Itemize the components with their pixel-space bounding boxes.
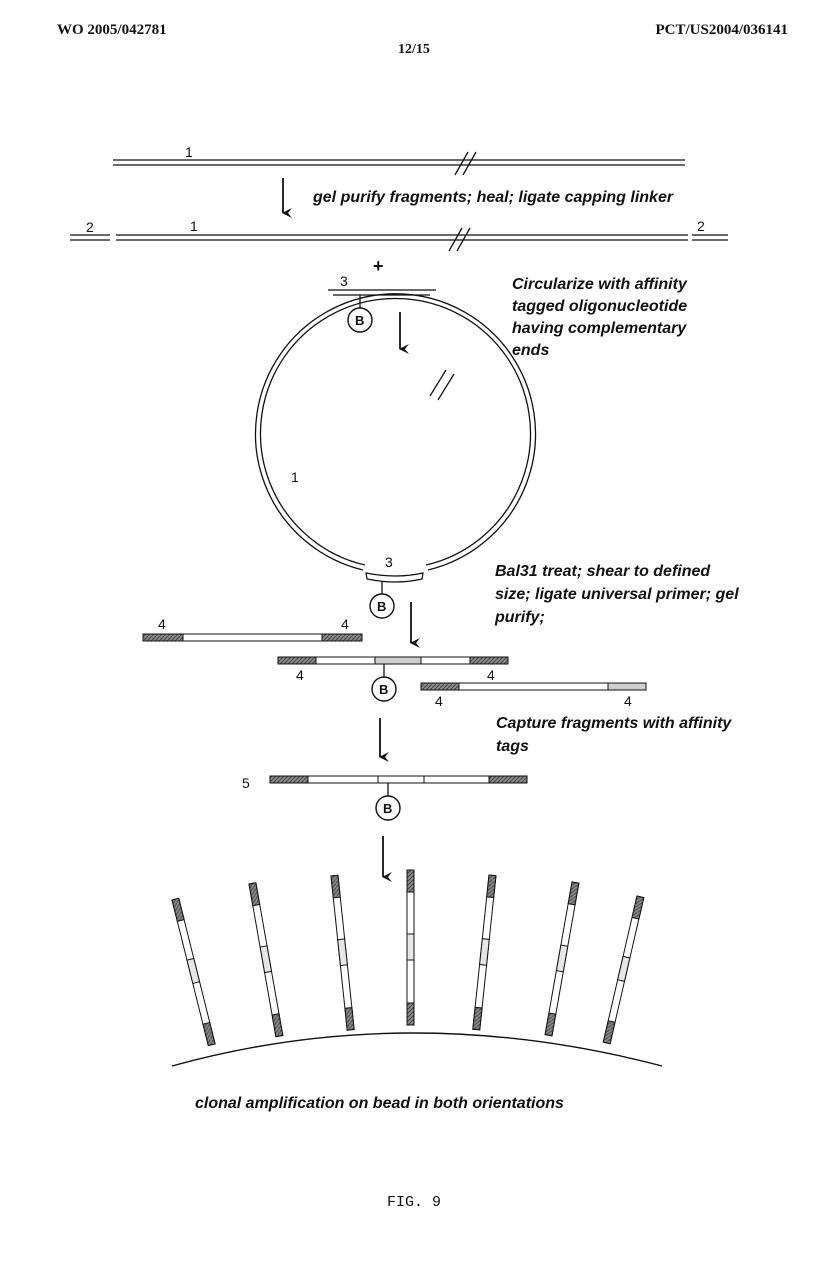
biotin-tag-1: B — [355, 313, 365, 328]
label-1-circle: 1 — [291, 469, 299, 485]
step-3-caption-line3: purify; — [495, 609, 545, 626]
label-1-top: 1 — [185, 144, 193, 160]
amplified-strand-4 — [407, 870, 414, 1025]
capped-fragment — [70, 228, 728, 251]
step-5-caption: clonal amplification on bead in both orientations — [195, 1095, 564, 1112]
step-3-caption-line1: Bal31 treat; shear to defined — [495, 563, 711, 580]
figure-label: FIG. 9 — [386, 1194, 441, 1211]
label-2-left: 2 — [86, 219, 94, 235]
step-2-caption-line1: Circularize with affinity — [512, 276, 687, 293]
step-4-caption-line2: tags — [496, 738, 529, 755]
label-4-c: 4 — [296, 667, 304, 683]
label-2-right: 2 — [697, 218, 705, 234]
captured-fragment — [270, 776, 527, 820]
label-4-d: 4 — [487, 667, 495, 683]
amplified-strand-3 — [331, 875, 354, 1030]
label-4-e: 4 — [435, 693, 443, 709]
dna-fragment-1 — [113, 152, 685, 175]
label-3-circle: 3 — [385, 554, 393, 570]
label-4-f: 4 — [624, 693, 632, 709]
step-2-caption-line3: having complementary — [512, 320, 687, 337]
biotin-tag-4: B — [383, 801, 393, 816]
bead-surface — [172, 1033, 662, 1066]
break-mark — [455, 152, 468, 175]
step-4-caption-line1: Capture fragments with affinity — [496, 715, 732, 732]
header-page-number: 12/15 — [398, 42, 430, 57]
amplified-strand-5 — [473, 875, 496, 1030]
step-2-caption-line4: ends — [512, 342, 550, 359]
break-mark — [463, 152, 476, 175]
sheared-fragment-b — [278, 657, 508, 701]
amplified-strand-2 — [249, 883, 283, 1037]
amplified-strand-1 — [172, 898, 215, 1045]
step-2-caption-line2: tagged oligonucleotide — [512, 298, 688, 315]
step-3-caption-line2: size; ligate universal primer; gel — [495, 586, 739, 603]
header-right-application-number: PCT/US2004/036141 — [655, 22, 788, 38]
step-1-caption: gel purify fragments; heal; ligate capping linker — [313, 189, 674, 206]
header-left-publication-number: WO 2005/042781 — [57, 22, 167, 38]
label-3-oligo: 3 — [340, 273, 348, 289]
biotin-tag-3: B — [379, 682, 389, 697]
sheared-fragment-a — [143, 634, 362, 641]
amplified-strand-6 — [545, 882, 579, 1036]
label-5: 5 — [242, 775, 250, 791]
biotin-tag-2: B — [377, 599, 387, 614]
plus-sign: + — [373, 256, 384, 276]
label-1-mid: 1 — [190, 218, 198, 234]
label-4-b: 4 — [341, 616, 349, 632]
sheared-fragment-c — [421, 683, 646, 690]
amplified-strand-7 — [603, 896, 644, 1044]
circular-molecule — [256, 294, 536, 618]
label-4-a: 4 — [158, 616, 166, 632]
